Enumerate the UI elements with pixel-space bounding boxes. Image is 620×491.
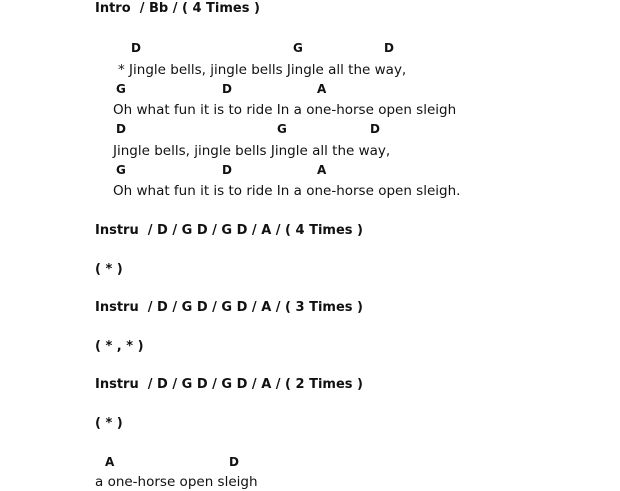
chord: A bbox=[105, 455, 115, 469]
chord: D bbox=[384, 41, 394, 55]
intro-line: Intro / Bb / ( 4 Times ) bbox=[95, 1, 260, 16]
instrumental-line: Instru / D / G D / G D / A / ( 4 Times ) bbox=[95, 223, 363, 238]
chord: G bbox=[116, 82, 126, 96]
chord: D bbox=[370, 122, 380, 136]
repeat-marker: ( * ) bbox=[95, 416, 123, 431]
chord: A bbox=[317, 163, 327, 177]
chord: G bbox=[277, 122, 287, 136]
chord: G bbox=[116, 163, 126, 177]
lyric-line: a one-horse open sleigh bbox=[95, 474, 258, 490]
chord: D bbox=[229, 455, 239, 469]
repeat-marker: ( * , * ) bbox=[95, 339, 144, 354]
chord: D bbox=[222, 163, 232, 177]
lyric-line: Oh what fun it is to ride In a one-horse open sleigh bbox=[113, 102, 457, 118]
repeat-marker: ( * ) bbox=[95, 262, 123, 277]
chord: D bbox=[222, 82, 232, 96]
instrumental-line: Instru / D / G D / G D / A / ( 3 Times ) bbox=[95, 300, 363, 315]
chord: G bbox=[293, 41, 303, 55]
lyric-line: Jingle bells, jingle bells Jingle all the way, bbox=[113, 143, 391, 159]
chord: D bbox=[131, 41, 141, 55]
chord: A bbox=[317, 82, 327, 96]
chord: D bbox=[116, 122, 126, 136]
instrumental-line: Instru / D / G D / G D / A / ( 2 Times ) bbox=[95, 377, 363, 392]
lyric-line: * Jingle bells, jingle bells Jingle all the way, bbox=[118, 62, 407, 78]
lyric-line: Oh what fun it is to ride In a one-horse open sleigh. bbox=[113, 183, 461, 199]
